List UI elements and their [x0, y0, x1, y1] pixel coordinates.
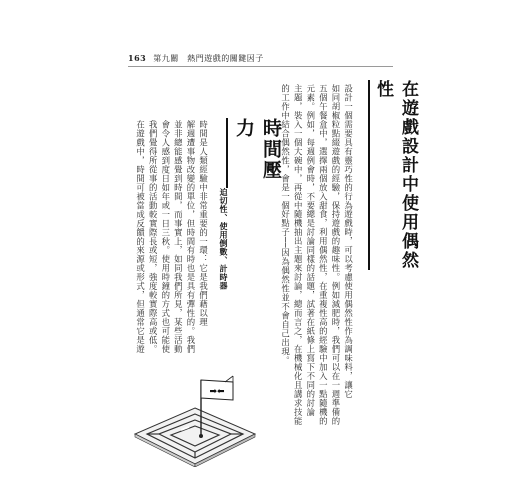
body-line: 我們覺得所從事的活動較實際長或短，強度較實際高或低。: [148, 120, 159, 354]
header-rule: [128, 66, 393, 67]
section-title-time-pressure: [226, 118, 282, 188]
body-line: 會令人感到度日如年或一日三秋。使用時鐘的方式也可能使: [160, 120, 171, 354]
running-header: [128, 53, 264, 64]
body-line: 元素。例如，每週例會時，不要總是討論同樣的話題，試著在紙條上寫下不同的討論: [305, 84, 316, 417]
section-subtitle: 迫切性、使用倒數、計時器: [219, 188, 228, 290]
section-title-text: 時間壓力: [233, 118, 282, 181]
section-body-randomness: [279, 84, 355, 426]
flag-arrows-glyph: ➡⬅: [209, 387, 225, 397]
body-line: 時間是人類經驗中非常重要的一環：它是我們藉以理: [198, 120, 209, 327]
chapter-title: 第九關 熱門遊戲的關鍵因子: [153, 54, 264, 63]
body-line: 解週遭事物改變的單位，但時間有時也是具有彈性的。我們: [185, 120, 196, 354]
body-line: 五個午餐盒中，選擇兩個放入甜食，利用偶然性，在重複性高的經驗中加入一點隨機的: [318, 84, 329, 426]
body-line: 如同胡椒粒點綴遊戲的經驗，保持遊戲的趣味性。例如減肥時，我們可以在一週準備的: [330, 84, 341, 426]
body-line: 並非總能感覺到時間，而事實上，如同我們所見，某些活動: [173, 120, 184, 354]
body-line: 在遊戲中，時間可被當成反饋的來源或形式，但通常它是遊: [135, 120, 146, 354]
body-line: 的工作中結合偶然性，會是一個好點子──因為偶然性並不會自己出現。: [280, 84, 291, 365]
section-title-randomness: [368, 80, 418, 270]
page-number: 163: [128, 53, 147, 63]
section-body-time-pressure: [134, 120, 210, 390]
maze-with-flag-icon: [133, 372, 258, 467]
section-title-text: 在遊戲設計中使用偶然性: [373, 80, 418, 270]
body-line: 設計一個需要具有靈巧性的行為遊戲時，可以考慮使用偶然性作為調味料，讓它: [343, 84, 354, 399]
body-line: 主題，裝入一個大碗中，再從中隨機抽出主題來討論，總而言之，在機械化且講求技能: [293, 84, 304, 426]
